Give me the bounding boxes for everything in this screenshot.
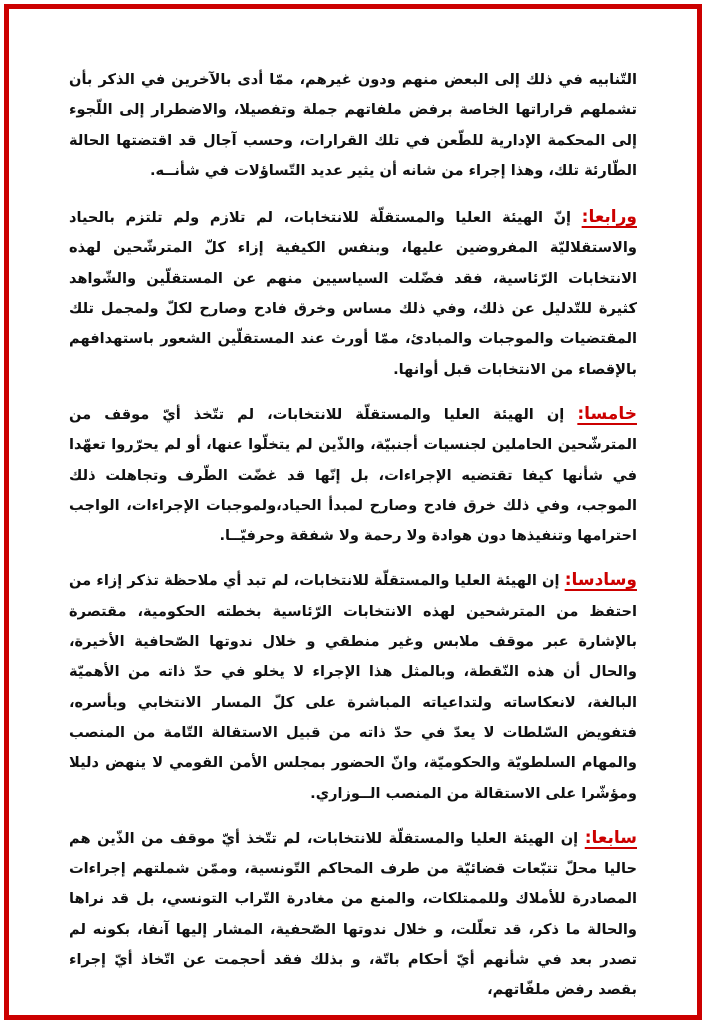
paragraph-text: التّنابيه في ذلك إلى البعض منهم ودون غيرهم، ممّا أدى بالآخرين في الذكر بأن تشملهم قراراتها الخاصة برفض ملفاتهم جملة وتفصيلا، والاضطرار إلى اللّجوء إلى المحكمة الإدارية للطّعن في تلك القرارات، وحسب آجال قد اقتضتها الحالة الطّارئة تلك، وهذا إجراء من شانه أن يثير عديد التّساؤلات في شأنــه. bbox=[69, 71, 637, 179]
paragraph-text: إن الهيئة العليا والمستقلّة للانتخابات، لم تتّخذ أيّ موقف من الذّين هم حاليا محلّ تتبّعات قضائيّة من طرف المحاكم التّونسية، وممّن شملتهم إجراءات المصادرة للأملاك وللممتلكات، والمنع من مغادرة التّراب التونسي، بل قد نراها والحالة ما ذكر، قد تعلّلت، و خلال ندوتها الصّحفية، المشار إليها آنفا، بكونه لم تصدر بعد في شأنهم أيّ أحكام باتّة، و بذلك فقد أحجمت عن اتّخاذ أيّ إجراء بقصد رفض ملفّاتهم، bbox=[69, 829, 637, 999]
section-heading-seventh: سابعا: bbox=[584, 827, 637, 848]
paragraph-text: إنّ الهيئة العليا والمستقلّة للانتخابات، لم تلازم ولم تلتزم بالحياد والاستقلاليّة المفروضين عليها، وبنفس الكيفية إزاء كلّ المترشّحين لهذه الانتخابات الرّئاسية، فقد فضّلت السياسيين منهم عن المستقلّين والشّواهد كثيرة للتّدليل عن ذلك، وفي ذلك مساس وخرق فادح وصارح لكلّ ولمجمل تلك المقتضيات والموجبات والمبادئ، ممّا أورث عند المستقلّين الشعور باستهدافهم بالإقصاء من الانتخابات قبل أوانها. bbox=[69, 209, 637, 378]
paragraph-seventh bbox=[69, 823, 637, 1006]
section-heading-sixth: وسادسا: bbox=[564, 570, 637, 591]
page-frame bbox=[4, 4, 702, 1020]
paragraph-text: إن الهيئة العليا والمستقلّة للانتخابات، لم تتّخذ أيّ موقف من المترشّحين الحاملين لجنسيات أجنبيّة، والذّين لم يتخلّوا عنها، أو لم يحرّروا تعهّدا في شأنها كيفا تقتضيه الإجراءات، بل إنّها قد غضّت الطّرف وتجاهلت ذلك الموجب، وفي ذلك خرق فادح وصارح لمبدأ الحياد،ولموجبات الإجراءات، الواجب احترامها وتنفيذها دون هوادة ولا رحمة ولا شفقة وحرفيّــا. bbox=[69, 405, 637, 545]
section-heading-fifth: خامسا: bbox=[577, 403, 637, 424]
paragraph-intro bbox=[69, 65, 637, 186]
paragraph-fifth bbox=[69, 399, 637, 551]
paragraph-text: إن الهيئة العليا والمستقلّة للانتخابات، لم تبد أي ملاحظة تذكر إزاء من احتفظ من المترشحين لهذه الانتخابات الرّئاسية بخطته الحكومية، مقتصرة بالإشارة عبر موقف ملابس وغير منطقي و خلال ندوتها الصّحافية الأخيرة، والحال أن هذه النّقطة، وبالمثل هذا الإجراء لا يخلو في حدّ ذاته من الأهميّة البالغة، لانعكاساته ولتداعياته المباشرة على كلّ المسار الانتخابي وبأسره، فتفويض السّلطات لا يعدّ في حدّ ذاته من قبيل الاستقالة التّامة من المنصب والمهام السلطويّة والحكوميّة، وانّ الحضور بمجلس الأمن القومي لا ينهض دليلا ومؤشّرا على الاستقالة من المنصب الــوزاري. bbox=[69, 572, 637, 802]
section-heading-fourth: ورابعا: bbox=[581, 207, 637, 228]
paragraph-sixth bbox=[69, 565, 637, 808]
paragraph-fourth bbox=[69, 202, 637, 385]
document-body bbox=[69, 65, 637, 1020]
